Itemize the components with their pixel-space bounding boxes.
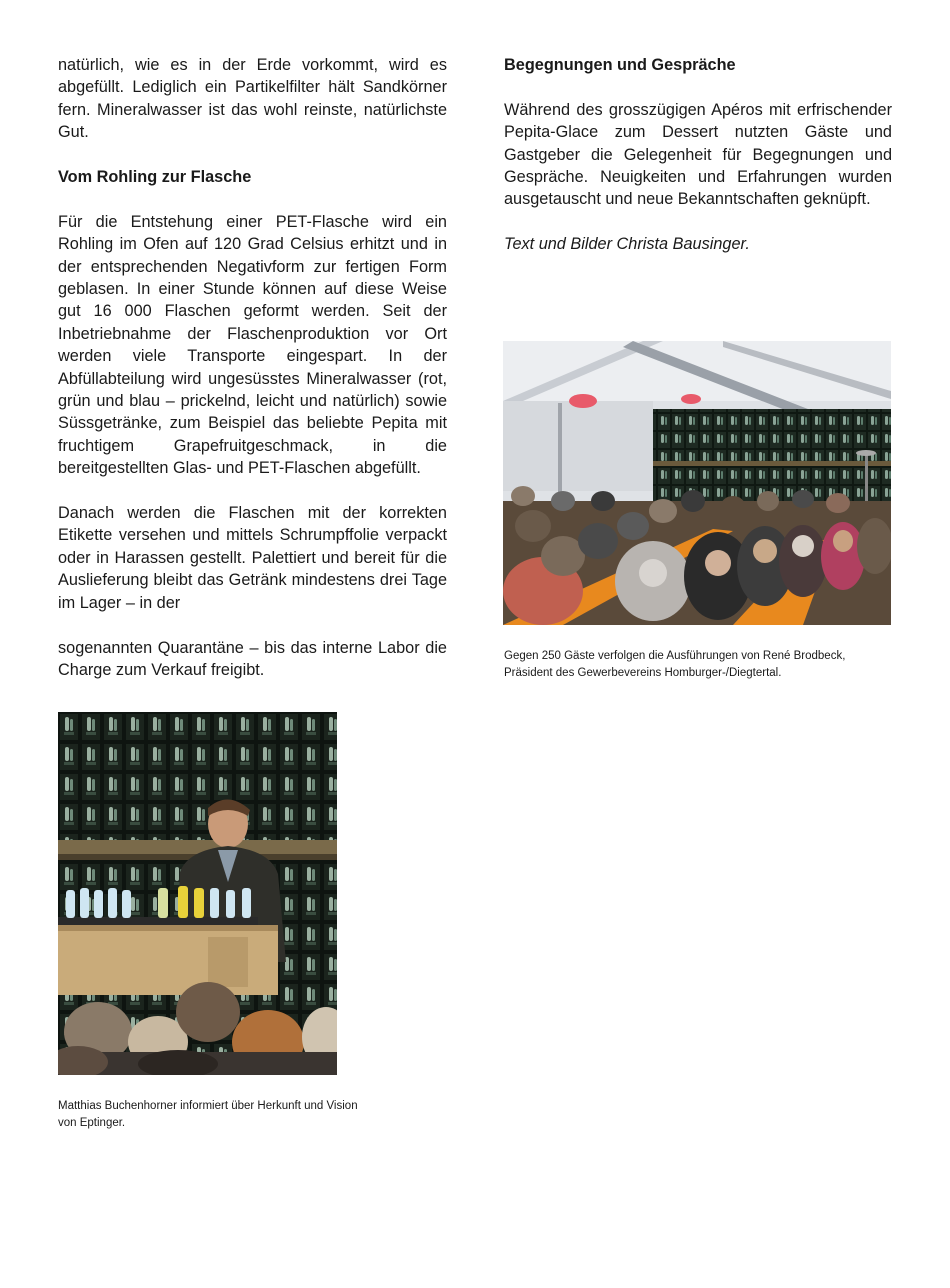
heading-rohling: Vom Rohling zur Flasche bbox=[58, 168, 252, 187]
author-credit: Text und Bilder Christa Bausinger. bbox=[504, 235, 750, 254]
paragraph-apero: Während des grosszügigen Apéros mit erfrischender Pepita-Glace zum Dessert nutzten Gäste und Gastgeber die Gelegenheit für Begegnungen und Gespräche. Neuigkeiten und Erfahrungen wurden ausgetauscht und neue Bekanntschaften geknüpft. bbox=[504, 100, 892, 209]
paragraph-intro: natürlich, wie es in der Erde vorkommt, wird es abgefüllt. Lediglich ein Partikelfilter hält Sandkörner fern. Mineralwasser ist das wohl reinste, natürlichste Gut. bbox=[58, 56, 447, 142]
audience-photo bbox=[503, 341, 891, 625]
speaker-photo bbox=[58, 712, 337, 1075]
right-column bbox=[504, 54, 892, 256]
heading-begegnungen: Begegnungen und Gespräche bbox=[504, 56, 736, 74]
paragraph-quarantine: sogenannten Quarantäne – bis das interne Labor die Charge zum Verkauf freigibt. bbox=[58, 638, 447, 679]
caption-audience-line2: Präsident des Gewerbevereins Homburger-/Diegtertal. bbox=[504, 667, 782, 679]
caption-speaker: Matthias Buchenhorner informiert über Herkunft und Vision von Eptinger. bbox=[58, 1100, 358, 1129]
caption-audience-line1: Gegen 250 Gäste verfolgen die Ausführungen von René Brodbeck, bbox=[504, 650, 846, 662]
paragraph-packaging: Danach werden die Flaschen mit der korrekten Etikette versehen und mittels Schrumpffolie verpackt oder in Harassen gestellt. Palettiert und bereit für die Auslieferung bleibt das Getränk mindestens drei Tage im Lager – in der bbox=[58, 504, 447, 612]
left-column bbox=[58, 54, 447, 681]
paragraph-production: Für die Entstehung einer PET-Flasche wird ein Rohling im Ofen auf 120 Grad Celsius erhitzt und in der entsprechenden Negativform zur fertigen Form geblasen. In einer Stunde können auf diese Weise gut 16 000 Flaschen geformt werden. Seit der Inbetriebnahme der Flaschenproduktion vor Ort werden viele Transporte eingespart. In der Abfüllabteilung wird ungesüsstes Mineralwasser (rot, grün und blau – prickelnd, leicht und natürlich) sowie Süssgetränke, zum Beispiel das beliebte Pepita mit fruchtigem Grapefruitgeschmack, in die bereitgestellten Glas- und PET-Flaschen abgefüllt. bbox=[58, 212, 447, 478]
